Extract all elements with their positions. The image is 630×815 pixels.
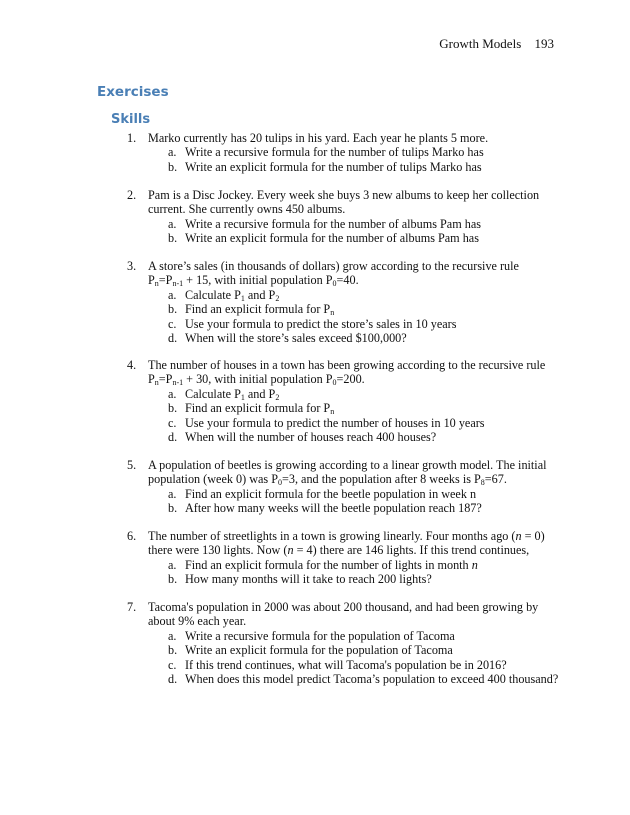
problem-part: d. When will the store’s sales exceed $100,000?: [168, 330, 407, 345]
problem-part: a. Write a recursive formula for the number of tulips Marko has: [168, 145, 484, 160]
problem-part: a. Find an explicit formula for the beetle population in week n: [168, 486, 477, 501]
problem-number: 5.: [127, 458, 137, 472]
recursive-rule: $P_n=P_{n-1} + 30$, with initial population $P_0=200$.: [148, 372, 365, 388]
problem-part: d. When will the number of houses reach 400 houses?: [168, 429, 437, 444]
problem-stem: A store’s sales (in thousands of dollars) grow according to the recursive rule: [148, 259, 519, 273]
running-header: [439, 36, 554, 52]
subsection-title: Skills: [111, 112, 151, 127]
problem-part: a. Calculate $P_1$ and $P_2$: [168, 287, 280, 303]
problem-stem: The number of houses in a town has been growing according to the recursive rule: [148, 358, 546, 372]
recursive-rule: $P_n=P_{n-1} + 15$, with initial population $P_0=40$.: [148, 273, 359, 289]
problem-stem: A population of beetles is growing according to a linear growth model. The initial: [148, 458, 547, 472]
problem-part: b. Write an explicit formula for the population of Tacoma: [168, 643, 453, 658]
problem-part: b. Find an explicit formula for $P_n$: [168, 401, 335, 417]
problem-part: a. Find an explicit formula for the number of lights in month n: [168, 557, 478, 572]
page-number: 193: [534, 36, 554, 51]
problem-part: b. How many months will it take to reach 200 lights?: [168, 572, 432, 587]
problem-stem: Marko currently has 20 tulips in his yard. Each year he plants 5 more.: [148, 131, 489, 145]
problem-part: b. After how many weeks will the beetle population reach 187?: [168, 501, 482, 516]
problem-part: b. Write an explicit formula for the number of albums Pam has: [168, 231, 479, 246]
problem-part: a. Calculate $P_1$ and $P_2$: [168, 386, 280, 402]
problem-part: a. Write a recursive formula for the population of Tacoma: [168, 628, 455, 643]
problem-number: 3.: [127, 259, 137, 273]
problem-part: c. If this trend continues, what will Tacoma's population be in 2016?: [168, 657, 507, 672]
problem-number: 4.: [127, 358, 137, 372]
problem-stem: Pam is a Disc Jockey. Every week she buys 3 new albums to keep her collection: [148, 188, 540, 202]
problem-part: b. Write an explicit formula for the number of tulips Marko has: [168, 159, 482, 174]
problem-number: 6.: [127, 529, 137, 543]
problem-part: d. When does this model predict Tacoma’s population to exceed 400 thousand?: [168, 671, 559, 686]
problem-stem: Tacoma's population in 2000 was about 200 thousand, and had been growing by: [148, 600, 539, 614]
problem-number: 1.: [127, 131, 137, 145]
problem-stem: there were 130 lights. Now (n = 4) there are 146 lights. If this trend continues,: [148, 543, 530, 558]
section-title: Exercises: [97, 84, 169, 100]
problem-stem: current. She currently owns 450 albums.: [148, 202, 346, 217]
problem-stem: about 9% each year.: [148, 614, 247, 629]
problem-part: a. Write a recursive formula for the number of albums Pam has: [168, 216, 481, 231]
problem-stem: The number of streetlights in a town is growing linearly. Four months ago (n = 0): [148, 529, 545, 543]
problem-stem: population (week 0) was $P_0=3$, and the population after 8 weeks is $P_8=67$.: [148, 472, 507, 488]
problem-part: c. Use your formula to predict the number of houses in 10 years: [168, 415, 485, 430]
header-title: Growth Models: [439, 36, 522, 51]
problem-number: 7.: [127, 600, 137, 614]
problem-part: b. Find an explicit formula for $P_n$: [168, 302, 335, 318]
problem-number: 2.: [127, 188, 137, 202]
problem-part: c. Use your formula to predict the store’s sales in 10 years: [168, 316, 457, 331]
